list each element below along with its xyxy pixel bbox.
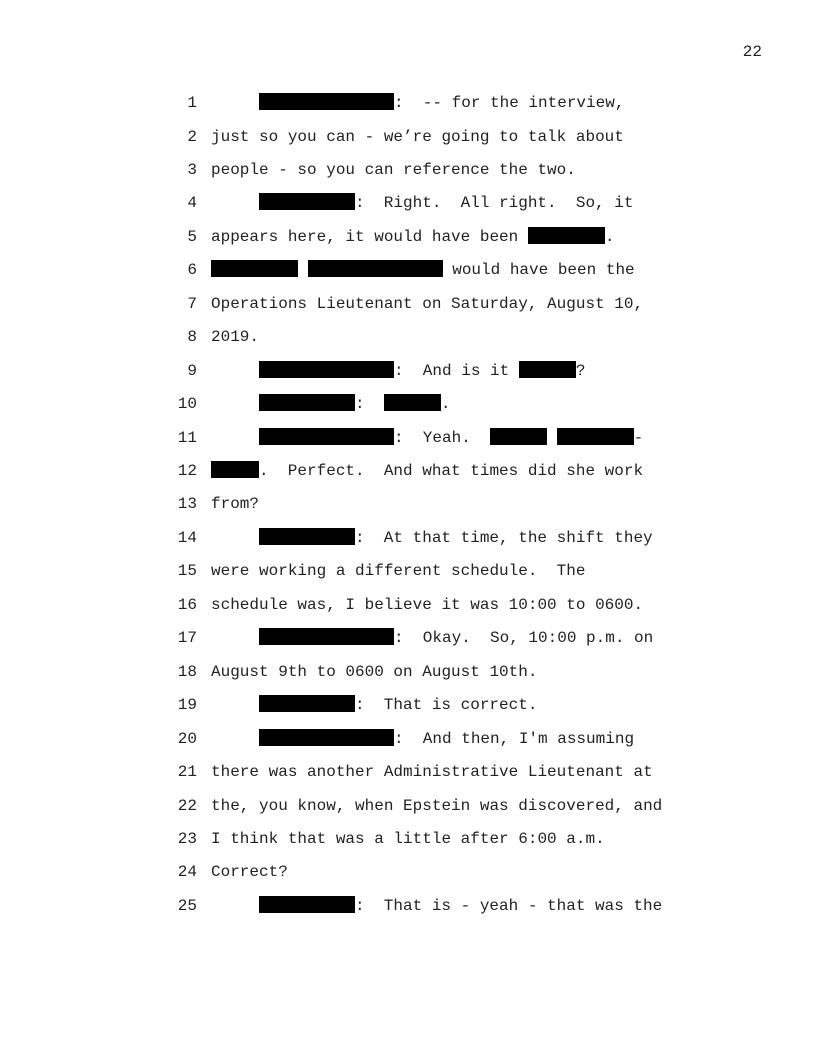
line-number: 12 [177,462,197,480]
line-number: 8 [187,328,197,347]
line-text [211,327,259,347]
line-number: 11 [177,428,197,447]
text-segment: people - so you can reference the two. [211,160,576,179]
line-text [211,662,537,682]
transcript-line [0,796,816,816]
line-number: 20 [177,729,197,748]
line-text [259,361,585,381]
line-number: 5 [187,227,197,246]
transcript-line [0,193,816,213]
text-segment: from? [211,495,260,514]
line-text [259,628,653,648]
text-segment: : Right. All right. So, it [355,194,634,213]
line-text [211,595,643,615]
line-text [211,160,576,180]
transcript-line [0,260,816,280]
line-text [211,260,635,280]
line-text [211,762,653,782]
text-segment: there was another Administrative Lieutenant at [211,763,653,781]
line-number: 19 [177,696,197,715]
line-text [259,428,643,448]
redaction-box [259,695,355,712]
line-number: 23 [177,829,197,848]
transcript-line [0,494,816,514]
text-segment: : At that time, the shift they [355,528,653,547]
transcript-line [0,361,816,381]
text-segment: Correct? [211,863,288,882]
redaction-box [259,361,394,378]
redaction-box [259,93,394,110]
line-number: 14 [177,528,197,547]
transcript-line [0,93,816,113]
text-segment: : Yeah. [394,428,491,447]
line-text [259,193,633,213]
transcript-line [0,896,816,916]
line-number: 3 [187,160,197,179]
text-segment: . Perfect. And what times did she work [259,462,644,480]
line-number: 21 [177,763,197,781]
transcript-line [0,160,816,180]
text-segment: - [633,428,644,447]
line-text [259,394,450,414]
text-segment: Operations Lieutenant on Saturday, August 10, [211,294,644,313]
redaction-box [259,528,355,545]
line-number: 18 [177,662,197,681]
transcript-line [0,695,816,715]
line-text [259,93,624,113]
transcript-line [0,729,816,749]
line-number: 9 [187,361,197,380]
text-segment: were working a different schedule. The [211,562,586,581]
redaction-box [308,260,443,277]
transcript-line [0,595,816,615]
transcript-line [0,227,816,247]
line-text [259,695,537,715]
text-segment: : [355,395,384,414]
redaction-box [259,729,394,746]
text-segment: . [604,227,615,246]
transcript-line [0,327,816,347]
redaction-box [528,227,605,244]
redaction-box [259,628,394,645]
text-segment: just so you can - we’re going to talk about [211,127,624,146]
line-text [259,729,634,749]
text-segment [547,429,557,447]
redaction-box [259,394,355,411]
transcript-line [0,862,816,882]
transcript-line [0,394,816,414]
line-number: 6 [187,261,197,280]
redaction-box [557,428,634,445]
line-text [211,829,605,849]
text-segment: schedule was, I believe it was 10:00 to 0600. [211,595,644,614]
redaction-box [259,193,355,210]
line-text [259,896,662,916]
transcript-line [0,127,816,147]
transcript-line [0,829,816,849]
text-segment: appears here, it would have been [211,227,528,246]
redaction-box [211,260,298,277]
redaction-box [519,361,576,378]
line-number: 22 [177,796,197,815]
transcript-line [0,528,816,548]
text-segment: : And is it [394,361,519,380]
text-segment [298,261,308,279]
transcript-line [0,428,816,448]
line-number: 4 [187,194,197,213]
line-text [211,494,259,514]
page-number: 22 [742,43,762,61]
line-text [211,461,643,481]
text-segment: : That is - yeah - that was the [355,896,663,915]
line-number: 25 [177,896,197,915]
text-segment: would have been the [442,261,635,280]
line-number: 2 [187,127,197,146]
redaction-box [259,428,394,445]
line-text [211,227,614,247]
redaction-box [490,428,547,445]
text-segment: ? [575,361,586,380]
text-segment: . [440,395,451,414]
line-number: 13 [177,495,197,514]
line-number: 10 [177,395,197,414]
text-segment: the, you know, when Epstein was discovered, and [211,796,663,815]
line-number: 1 [187,94,197,112]
line-number: 24 [177,863,197,882]
line-text [211,561,585,581]
redaction-box [211,461,259,478]
text-segment: : That is correct. [355,696,538,715]
transcript-line [0,628,816,648]
transcript-line [0,461,816,481]
line-text [211,127,624,147]
line-text [211,862,288,882]
line-number: 15 [177,562,197,581]
text-segment: : And then, I'm assuming [394,729,635,748]
line-text [211,294,643,314]
transcript-line [0,561,816,581]
text-segment: : Okay. So, 10:00 p.m. on [394,629,654,648]
text-segment: August 9th to 0600 on August 10th. [211,662,538,681]
redaction-box [384,394,441,411]
redaction-box [259,896,355,913]
line-text [259,528,653,548]
line-text [211,796,662,816]
line-number: 7 [187,294,197,313]
transcript-line [0,762,816,782]
text-segment: I think that was a little after 6:00 a.m. [211,829,605,848]
text-segment: 2019. [211,328,260,347]
transcript-line [0,662,816,682]
transcript-line [0,294,816,314]
line-number: 17 [177,629,197,648]
text-segment: : -- for the interview, [394,94,625,112]
line-number: 16 [177,595,197,614]
